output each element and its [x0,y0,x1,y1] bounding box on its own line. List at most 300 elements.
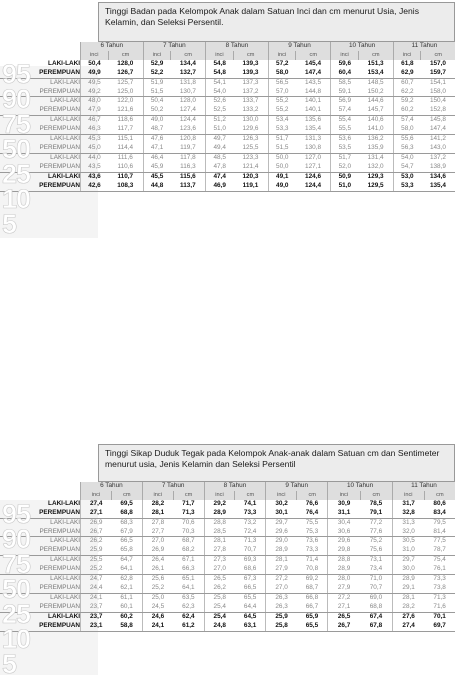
table-cell: 127,1 [296,163,331,172]
table-cell: 76,6 [305,499,319,507]
table-cell: 29,6 [266,528,297,537]
table-cell: 60,2 [120,612,133,620]
table-cell: 137,3 [242,78,259,86]
header-spacer [0,482,81,491]
table-cell: 25,8 [266,622,297,631]
table-cell: 29,6 [328,537,360,546]
table-cell: 134,4 [179,59,196,67]
table-cell: 65,1 [182,575,195,583]
row-sex-label: PEREMPUAN [0,163,81,172]
table-cell: 26,3 [266,603,297,612]
table-cell: 42,6 [81,182,109,191]
unit-header-row [0,51,455,60]
table-cell: 66,3 [173,565,204,574]
table-cell: 119,7 [171,144,206,153]
table-cell: 57,2 [268,60,296,69]
table-cell: 122,0 [117,97,134,105]
table-cell: 28,5 [204,528,235,537]
table-cell: 72,4 [235,528,266,537]
table-cell: 71,4 [305,556,319,564]
table-cell: 134,6 [429,172,446,180]
table-cell: 27,2 [328,593,360,602]
row-sex-label: LAKI-LAKI [50,556,80,564]
row-sex-label: PEREMPUAN [0,603,81,612]
sitting-height-table-panel [0,440,459,679]
table-cell: 110,6 [108,163,143,172]
table-cell: 147,4 [296,69,331,78]
table-cell: 71,7 [182,499,195,507]
percentile-watermark: 90 [2,524,31,554]
table-cell: 120,3 [242,172,259,180]
table-cell: 128,0 [179,97,196,105]
table-cell: 59,6 [331,60,359,69]
table-cell: 56,9 [331,97,359,106]
table-cell: 25,2 [142,584,173,593]
table-cell: 69,2 [305,575,319,583]
unit-cm-label: cm [424,491,455,500]
table-cell: 70,1 [433,612,446,620]
table-cell: 30,0 [392,565,424,574]
table-cell: 66,8 [305,593,319,601]
table-cell: 113,7 [171,182,206,191]
table-cell: 71,3 [173,509,204,518]
table-cell: 53,3 [393,182,421,191]
table-cell: 25,9 [266,612,297,621]
table-cell: 125,5 [233,144,268,153]
table-cell: 153,4 [358,69,393,78]
percentile-watermark: 25 [2,599,31,629]
table-cell: 62,8 [120,575,133,583]
table-cell: 28,9 [204,509,235,518]
table-cell: 135,4 [296,125,331,134]
table-cell: 54,0 [393,153,421,162]
table-cell: 135,4 [421,182,455,191]
table-cell: 124,4 [179,116,196,124]
table-cell: 69,3 [243,556,257,564]
table-cell: 26,3 [266,593,297,602]
table-cell: 25,0 [142,593,173,602]
table-cell: 46,4 [143,153,171,162]
table-cell: 50,2 [143,106,171,115]
table-cell: 28,8 [204,518,235,527]
table-row [0,528,455,537]
table-cell: 76,1 [424,565,455,574]
table-cell: 27,1 [328,603,360,612]
row-sex-label: PEREMPUAN [0,584,81,593]
unit-cm-label: cm [421,51,455,60]
table-cell: 68,7 [182,537,195,545]
unit-inci-label: inci [328,491,360,500]
table-cell: 53,4 [268,116,296,125]
table-cell: 29,8 [328,546,360,555]
table-cell: 140,1 [296,106,331,115]
age-header: 8 Tahun [204,482,266,491]
table-cell: 28,8 [328,556,360,565]
table-cell: 49,5 [81,78,109,87]
table-cell: 76,4 [297,509,328,518]
table-cell: 51,0 [206,125,234,134]
table-cell: 68,7 [297,584,328,593]
table-cell: 30,5 [392,537,424,546]
table-cell: 53,5 [331,144,359,153]
table-cell: 28,9 [328,565,360,574]
age-header: 9 Tahun [268,42,331,51]
table-cell: 25,5 [81,556,112,565]
table-cell: 32,8 [392,509,424,518]
table-cell: 68,8 [111,509,142,518]
table-cell: 123,3 [242,153,259,161]
percentile-watermark: 75 [2,549,31,579]
table-cell: 51,7 [331,153,359,162]
row-sex-label: LAKI-LAKI [50,593,80,601]
table-cell: 57,0 [268,88,296,97]
table-row [0,500,455,509]
table-cell: 51,5 [143,88,171,97]
table-cell: 73,4 [360,565,392,574]
table-cell: 47,1 [143,144,171,153]
table-cell: 150,2 [358,88,393,97]
table-cell: 56,5 [268,78,296,87]
table-cell: 61,1 [120,593,133,601]
table-cell: 145,7 [358,106,393,115]
table-cell: 124,4 [296,182,331,191]
table-cell: 46,7 [81,116,109,125]
table-cell: 154,1 [429,78,446,86]
table-cell: 77,2 [369,518,383,526]
row-sex-label: PEREMPUAN [0,509,81,518]
table-cell: 67,3 [243,575,257,583]
table-cell: 51,5 [268,144,296,153]
table-cell: 23,7 [81,603,112,612]
table-cell: 49,4 [206,144,234,153]
row-sex-label: LAKI-LAKI [50,97,80,105]
table-cell: 27,6 [392,612,424,621]
percentile-watermark: 10 [2,624,31,654]
table-cell: 59,1 [331,88,359,97]
row-sex-label: LAKI-LAKI [48,59,80,67]
table-cell: 27,0 [142,537,173,546]
percentile-watermark: 50 [2,134,31,164]
percentile-watermark: 95 [2,499,31,529]
row-sex-label: PEREMPUAN [0,88,81,97]
table-cell: 28,9 [392,575,424,584]
table-cell: 52,0 [331,163,359,172]
table-cell: 64,1 [173,584,204,593]
table-cell: 68,3 [120,518,133,526]
row-sex-label: PEREMPUAN [0,565,81,574]
table-cell: 135,9 [358,144,393,153]
table-row [0,78,455,87]
table-cell: 48,0 [81,97,109,106]
table-cell: 71,3 [433,593,446,601]
table-cell: 26,2 [204,584,235,593]
table-cell: 62,3 [173,603,204,612]
table-cell: 75,4 [433,556,446,564]
table-row [0,537,455,546]
table-cell: 70,7 [360,584,392,593]
table-cell: 45,0 [81,144,109,153]
age-header: 9 Tahun [266,482,328,491]
table-row [0,518,455,527]
table-cell: 128,0 [117,59,134,67]
table-cell: 46,9 [206,182,234,191]
table-cell: 27,9 [328,584,360,593]
table-cell: 69,7 [424,622,455,631]
table-cell: 59,2 [393,97,421,106]
table-cell: 45,3 [81,135,109,144]
table-cell: 28,1 [204,537,235,546]
table-row [0,163,455,172]
table-row [0,556,455,565]
table-cell: 26,7 [328,622,360,631]
table-cell: 47,8 [206,163,234,172]
table-cell: 58,0 [268,69,296,78]
table-cell: 30,9 [328,500,360,509]
table-cell: 67,4 [369,612,383,620]
table-cell: 27,4 [81,500,112,509]
table-cell: 25,9 [81,546,112,555]
unit-inci-label: inci [142,491,173,500]
row-sex-label: PEREMPUAN [0,69,81,78]
table-cell: 28,0 [328,575,360,584]
table-cell: 24,1 [142,622,173,631]
age-header: 7 Tahun [143,42,206,51]
table-cell: 26,1 [142,565,173,574]
row-sex-label: PEREMPUAN [0,546,81,555]
row-sex-label: PEREMPUAN [0,144,81,153]
table-cell: 140,6 [367,116,384,124]
table-cell: 148,5 [367,78,384,86]
table-cell: 54,7 [393,163,421,172]
table-cell: 137,2 [233,88,268,97]
table-cell: 64,5 [243,612,257,620]
table-cell: 78,5 [369,499,383,507]
table-cell: 25,8 [204,593,235,602]
table-cell: 49,2 [81,88,109,97]
row-sex-label: LAKI-LAKI [50,78,80,86]
table-cell: 141,2 [429,135,446,143]
table-cell: 121,6 [108,106,143,115]
table-cell: 140,1 [305,97,322,105]
table-cell: 147,4 [421,125,455,134]
row-sex-label: PEREMPUAN [0,528,81,537]
table-cell: 157,0 [429,59,446,67]
table-cell: 64,1 [111,565,142,574]
table-cell: 51,9 [143,78,171,87]
sitting-height-table [0,482,455,632]
table-cell: 77,6 [360,528,392,537]
table-cell: 31,1 [328,509,360,518]
table-cell: 117,8 [180,153,196,161]
row-sex-label: LAKI-LAKI [50,575,80,583]
unit-cm-label: cm [111,491,142,500]
table-cell: 138,9 [421,163,455,172]
table-cell: 130,0 [242,116,259,124]
table-cell: 69,0 [369,593,383,601]
unit-inci-label: inci [81,491,112,500]
table-cell: 65,5 [297,622,328,631]
table-cell: 51,7 [268,135,296,144]
table-cell: 52,9 [143,60,171,69]
row-sex-label: LAKI-LAKI [48,499,80,507]
table-cell: 25,2 [81,565,112,574]
percentile-watermark: 50 [2,574,31,604]
table-cell: 27,8 [204,546,235,555]
table-cell: 133,7 [242,97,259,105]
table-cell: 152,8 [421,106,455,115]
table-row [0,509,455,518]
unit-cm-label: cm [297,491,328,500]
table-cell: 70,6 [182,518,195,526]
table-cell: 47,9 [81,106,109,115]
table-row [0,106,455,115]
table-cell: 68,8 [360,603,392,612]
height-table [0,42,455,192]
table-cell: 29,7 [392,556,424,565]
table-cell: 123,6 [171,125,206,134]
unit-inci-label: inci [393,51,421,60]
table-cell: 68,6 [235,565,266,574]
table-cell: 64,4 [235,603,266,612]
table-cell: 61,8 [393,60,421,69]
row-sex-label: LAKI-LAKI [50,116,80,124]
table-cell: 127,0 [305,153,322,161]
table-cell: 55,4 [331,116,359,125]
table-cell: 23,1 [81,622,112,631]
table-row [0,565,455,574]
unit-inci-label: inci [206,51,234,60]
table-cell: 26,9 [81,518,112,527]
table-cell: 28,1 [142,509,173,518]
table-cell: 129,6 [233,125,268,134]
header-spacer [0,42,81,51]
table-cell: 126,3 [242,135,259,143]
unit-inci-label: inci [81,51,109,60]
table-row [0,612,455,621]
height-table-panel [0,0,459,248]
percentile-watermark: 75 [2,109,31,139]
table-cell: 69,5 [120,499,133,507]
table-cell: 55,2 [268,97,296,106]
table-cell: 115,6 [180,172,196,180]
table-cell: 57,4 [393,116,421,125]
table-cell: 28,1 [392,593,424,602]
table-cell: 116,3 [171,163,206,172]
table-cell: 111,6 [117,153,133,161]
table-cell: 73,8 [424,584,455,593]
table-cell: 63,1 [235,622,266,631]
age-header: 10 Tahun [331,42,394,51]
table-cell: 27,9 [266,565,297,574]
table-cell: 130,7 [171,88,206,97]
table-row [0,69,455,78]
table-cell: 30,4 [328,518,360,527]
table-cell: 144,8 [296,88,331,97]
table-cell: 124,6 [305,172,322,180]
table-cell: 44,0 [81,153,109,162]
table-cell: 29,0 [266,537,297,546]
table-cell: 49,0 [143,116,171,125]
table-cell: 68,2 [173,546,204,555]
table-cell: 51,2 [206,116,234,125]
table-cell: 26,5 [328,612,360,621]
table-cell: 24,5 [142,603,173,612]
row-sex-label: PEREMPUAN [0,182,81,191]
table-cell: 55,6 [393,135,421,144]
table-cell: 46,3 [81,125,109,134]
table-cell: 53,3 [268,125,296,134]
table-cell: 60,4 [331,69,359,78]
table-cell: 24,7 [81,575,112,584]
table-cell: 60,2 [393,106,421,115]
percentile-watermark: 5 [2,209,17,239]
table-cell: 27,0 [204,565,235,574]
table-cell: 29,2 [204,500,235,509]
table-cell: 62,9 [393,69,421,78]
table-cell: 79,5 [433,518,446,526]
table-row [0,88,455,97]
table-cell: 119,1 [233,182,268,191]
table-cell: 117,7 [108,125,143,134]
table-cell: 54,1 [206,78,234,87]
percentile-watermark: 25 [2,159,31,189]
height-table-title: Tinggi Badan pada Kelompok Anak dalam Satuan Inci dan cm menurut Usia, Jenis Kelamin, dan Seleksi Persentil. [98,2,455,42]
table-cell: 150,4 [429,97,446,105]
table-cell: 53,6 [331,135,359,144]
table-cell: 54,8 [206,60,234,69]
table-cell: 110,7 [117,172,134,180]
row-sex-label: PEREMPUAN [0,622,81,631]
table-cell: 80,6 [433,499,446,507]
table-cell: 26,5 [204,575,235,584]
table-cell: 141,0 [358,125,393,134]
table-cell: 24,1 [81,593,112,602]
table-cell: 63,5 [182,593,195,601]
table-cell: 62,4 [182,612,195,620]
table-cell: 30,2 [266,500,297,509]
table-cell: 115,1 [117,135,134,143]
table-cell: 27,7 [142,528,173,537]
table-cell: 65,9 [305,612,319,620]
table-cell: 118,6 [117,116,134,124]
table-cell: 151,3 [367,59,384,67]
table-cell: 71,0 [369,575,383,583]
table-cell: 67,1 [182,556,195,564]
table-cell: 71,6 [424,603,455,612]
table-cell: 58,0 [393,125,421,134]
table-cell: 130,8 [296,144,331,153]
table-row [0,144,455,153]
table-cell: 73,1 [369,556,383,564]
table-cell: 48,7 [143,125,171,134]
table-cell: 45,5 [143,172,171,181]
table-cell: 27,3 [204,556,235,565]
table-cell: 158,0 [421,88,455,97]
table-row [0,593,455,602]
unit-inci-label: inci [392,491,424,500]
table-cell: 28,2 [392,603,424,612]
table-cell: 28,2 [142,500,173,509]
table-cell: 159,7 [421,69,455,78]
table-cell: 70,8 [297,565,328,574]
table-cell: 75,3 [297,528,328,537]
table-cell: 125,7 [117,78,134,86]
table-cell: 54,0 [206,88,234,97]
table-cell: 125,0 [108,88,143,97]
table-cell: 62,2 [393,88,421,97]
age-header: 7 Tahun [142,482,204,491]
table-cell: 26,7 [81,528,112,537]
